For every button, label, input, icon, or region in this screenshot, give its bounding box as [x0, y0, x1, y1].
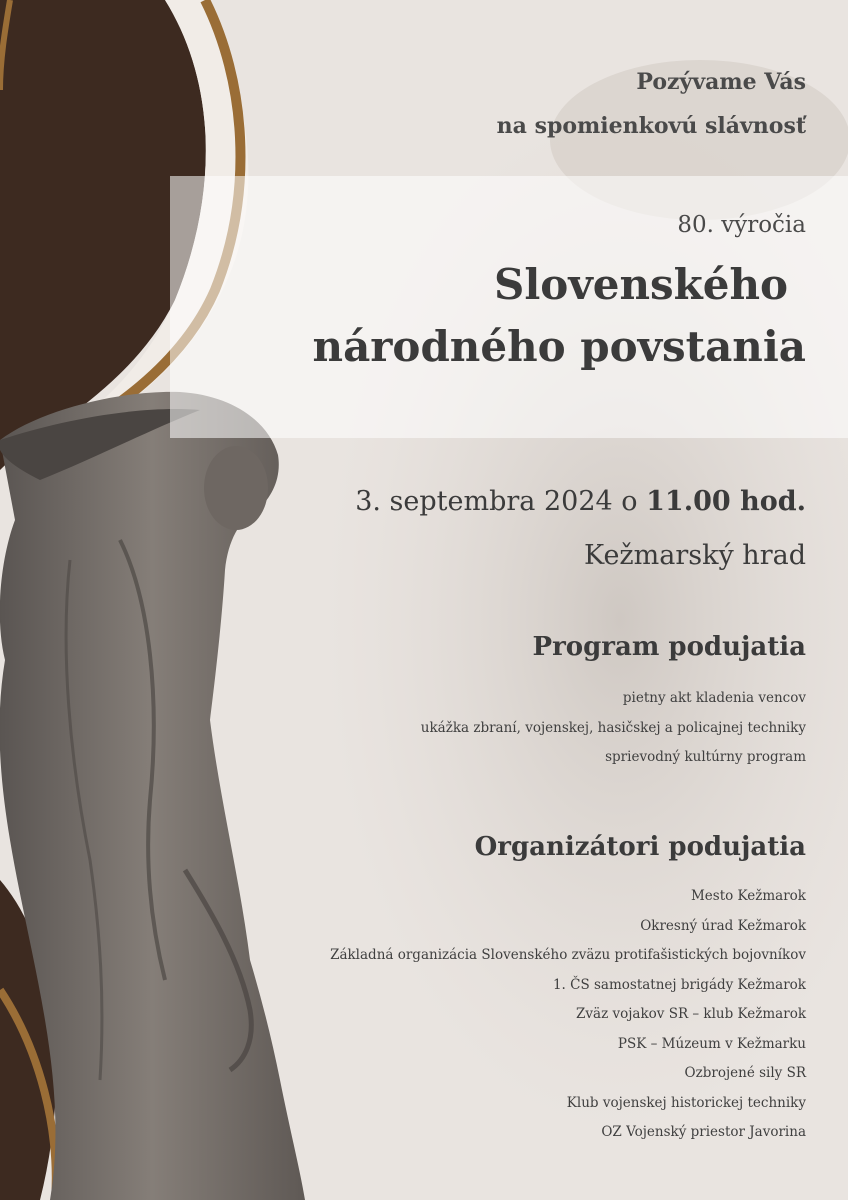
organizer-item: Okresný úrad Kežmarok: [640, 917, 806, 934]
event-place: Kežmarský hrad: [584, 540, 806, 571]
program-list: [421, 684, 806, 773]
organizer-item: Základná organizácia Slovenského zväzu protifašistických bojovníkov: [330, 947, 806, 963]
organizer-item: Zväz vojakov SR – klub Kežmarok: [576, 1006, 806, 1022]
organizer-item: Ozbrojené sily SR: [684, 1065, 806, 1081]
event-time: 11.00 hod.: [646, 486, 806, 517]
program-item: sprievodný kultúrny program: [605, 749, 806, 765]
organizer-item: Mesto Kežmarok: [690, 888, 806, 904]
organizer-item: 1. ČS samostatnej brigády Kežmarok: [552, 976, 806, 993]
event-date-prefix: 3. septembra 2024 o: [355, 486, 647, 517]
title-line-2: národného povstania: [312, 322, 806, 371]
program-item: ukážka zbraní, vojenskej, hasičskej a policajnej techniky: [420, 719, 806, 736]
anniversary-label: 80. výročia: [677, 212, 806, 238]
organizers-list: [330, 882, 806, 1148]
program-item: pietny akt kladenia vencov: [622, 690, 806, 706]
program-heading: Program podujatia: [532, 632, 806, 662]
invitation-line-2: na spomienkovú slávnosť: [496, 113, 806, 139]
invitation-line-1: Pozývame Vás: [636, 69, 806, 95]
organizer-item: OZ Vojenský priestor Javorina: [601, 1124, 806, 1140]
main-title: [313, 254, 806, 378]
event-date: [355, 486, 806, 517]
title-line-1: Slovenského: [494, 260, 788, 309]
organizer-item: Klub vojenskej historickej techniky: [566, 1094, 806, 1111]
organizers-heading: Organizátori podujatia: [474, 832, 806, 862]
organizer-item: PSK – Múzeum v Kežmarku: [617, 1035, 806, 1052]
